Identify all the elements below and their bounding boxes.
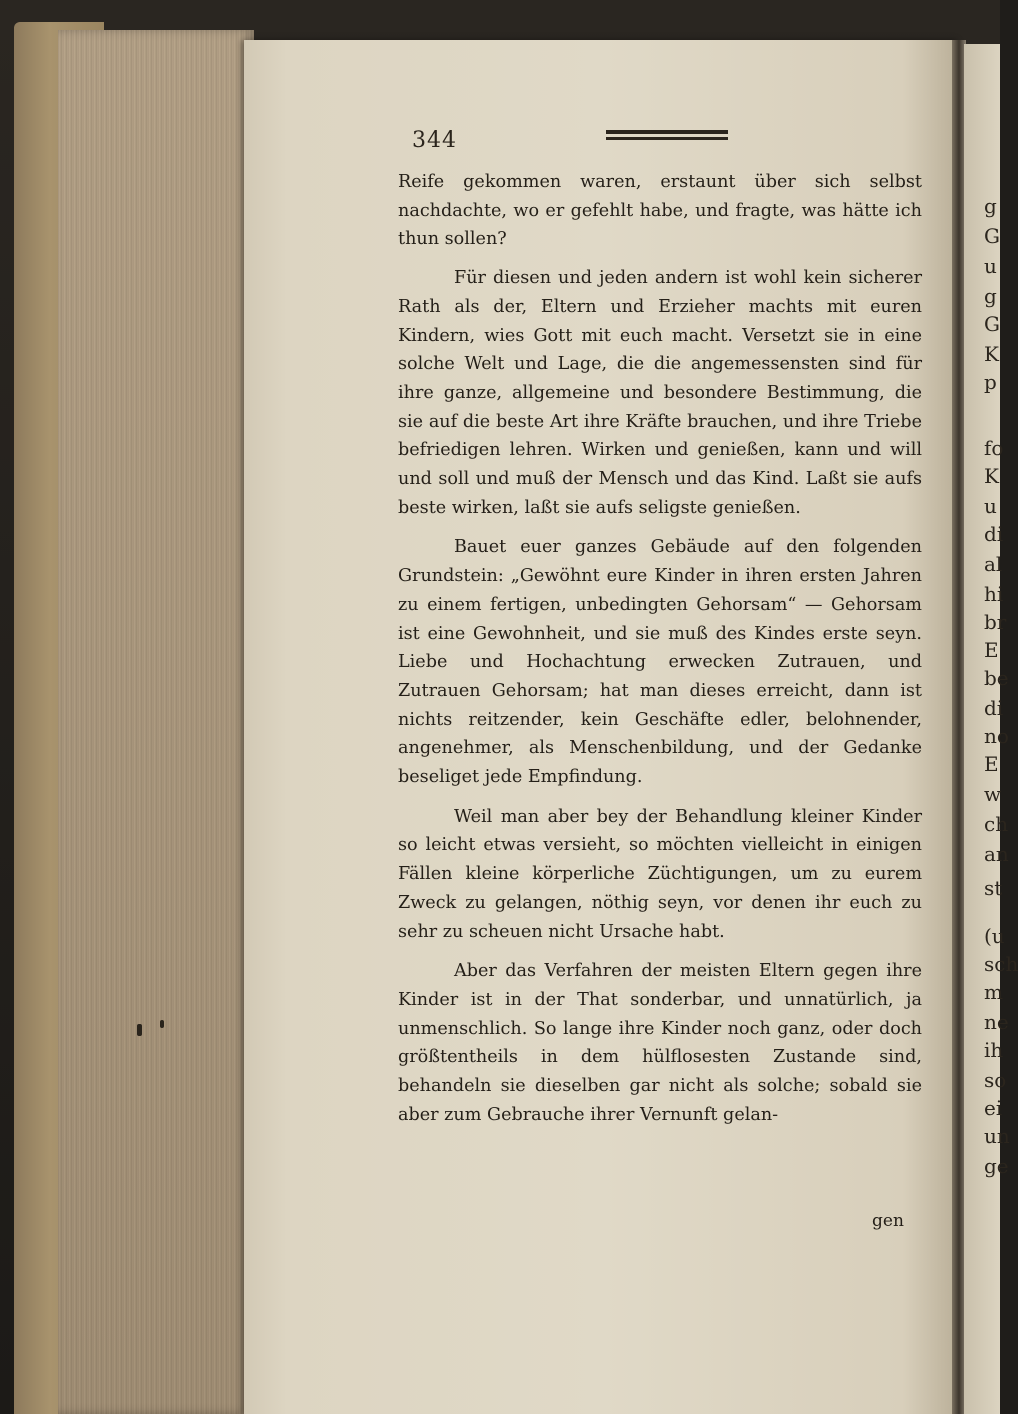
- next-page-fragment: st: [984, 876, 1003, 900]
- next-page-fragment: ei: [984, 1096, 1003, 1120]
- next-page-fragment: br: [984, 610, 1007, 634]
- page-edges: [58, 30, 254, 1414]
- next-page-fragment: G: [984, 224, 1000, 248]
- next-page-fragment: w: [984, 782, 1002, 806]
- next-page-fragment: G: [984, 312, 1000, 336]
- page-text: [398, 168, 922, 1141]
- next-page-fragment: ch: [984, 812, 1009, 836]
- next-page-fragment: E: [984, 638, 999, 662]
- paragraph: Für diesen und jeden andern ist wohl kein sicherer Rath als der, Eltern und Erzieher machts mit euren Kindern, wies Gott mit euch macht. Versetzt sie in eine solche Welt und Lage, die die angemessensten sind für ihre ganze, allgemeine und besondere Bestimmung, die sie auf die beste Art ihre Kräfte brauchen, und ihre Triebe befriedigen lehren. Wirken und genießen, kann und will und soll und muß der Mensch und das Kind. Laßt sie aufs beste wirken, laßt sie aufs seligste genießen.: [398, 268, 922, 518]
- header-rule: [606, 130, 728, 143]
- next-page-fragment: di: [984, 522, 1004, 546]
- paragraph: Weil man aber bey der Behandlung kleiner Kinder so leicht etwas versieht, so möchten vielleicht in einigen Fällen kleine körperliche Züchtigungen, um zu eurem Zweck zu gelangen, nöthig seyn, vor denen ihr euch zu sehr zu scheuen nicht Ursache habt.: [398, 806, 922, 942]
- next-page-fragment: K: [984, 342, 999, 366]
- paragraph: Bauet euer ganzes Gebäude auf den folgenden Grundstein: „Gewöhnt eure Kinder in ihren ersten Jahren zu einem fertigen, unbedingten Gehorsam“ — Gehorsam ist eine Gewohnheit, und sie muß des Kindes erste seyn. Liebe und Hochachtung erwecken Zutrauen, und Zutrauen Gehorsam; hat man dieses erreicht, dann ist nichts reitzender, kein Geschäfte edler, belohnender, angenehmer, als Menschenbildung, und der Gedanke beseliget jede Empfindung.: [398, 537, 922, 788]
- next-page-fragment: so: [984, 1068, 1007, 1092]
- next-page-fragment: ge: [984, 1154, 1009, 1178]
- next-page-fragment: ne: [984, 1010, 1009, 1034]
- next-page-fragment: fo: [984, 436, 1004, 460]
- next-page-fragment: m: [984, 980, 1003, 1004]
- next-page-fragment: un: [984, 1124, 1010, 1148]
- next-page-fragment: be: [984, 666, 1009, 690]
- next-page-sliver: [964, 44, 1018, 1414]
- next-page-fragment: di: [984, 696, 1004, 720]
- next-page-fragment: u: [984, 254, 997, 278]
- next-page-fragment: u: [984, 494, 997, 518]
- next-page-fragment: hi: [984, 582, 1004, 606]
- next-page-fragment: no: [984, 724, 1009, 748]
- next-page-fragment: (u: [984, 924, 1005, 948]
- paragraph: Aber das Verfahren der meisten Eltern gegen ihre Kinder ist in der That sonderbar, und unnatürlich, ja unmenschlich. So lange ihre Kinder noch ganz, oder doch größtentheils in dem hülflosesten Zustande sind, behandeln sie dieselben gar nicht als solche; sobald sie aber zum Gebrauche ihrer Vernunft gelan-: [398, 961, 922, 1125]
- next-page-fragment: g: [984, 284, 997, 308]
- next-page-fragment: sch: [984, 952, 1018, 976]
- next-page-fragment: an: [984, 842, 1009, 866]
- margin-mark: [137, 1024, 142, 1036]
- margin-mark: [160, 1020, 164, 1028]
- page-number: 344: [412, 128, 457, 153]
- catchword: gen: [872, 1211, 904, 1231]
- next-page-fragment: g: [984, 194, 997, 218]
- next-page-fragment: al: [984, 552, 1003, 576]
- next-page-fragment: K: [984, 464, 999, 488]
- next-page-fragment: ih: [984, 1038, 1004, 1062]
- next-page-fragment: E: [984, 752, 999, 776]
- next-page-fragment: p: [984, 370, 997, 394]
- paragraph: Reife gekommen waren, erstaunt über sich selbst nachdachte, wo er gefehlt habe, und fragte, was hätte ich thun sollen?: [398, 172, 922, 250]
